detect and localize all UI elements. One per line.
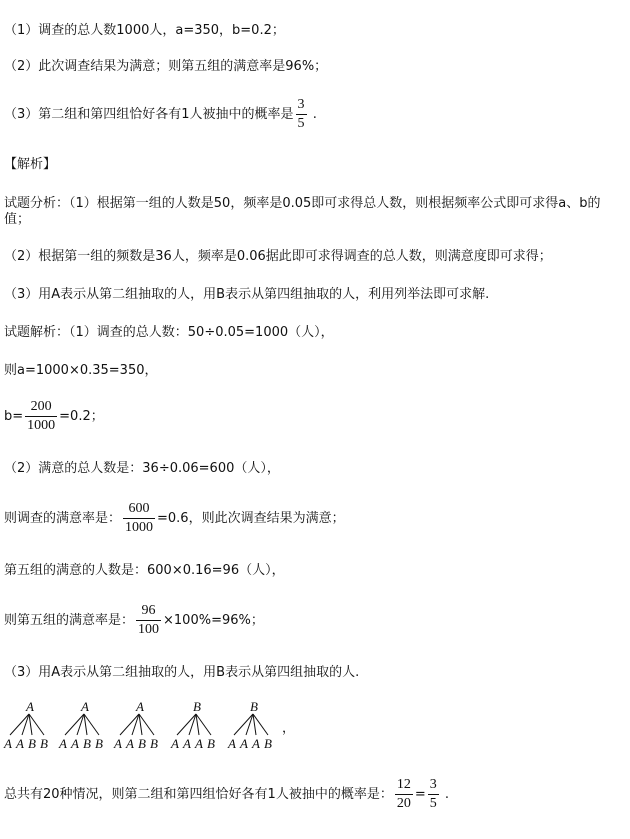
solution-line-4: （2）满意的总人数是：36÷0.06=600（人）， (4, 461, 280, 476)
b-label: b= (4, 409, 24, 424)
fraction-denominator: 1000 (125, 520, 154, 535)
solution-line-9 (4, 778, 449, 811)
fraction-numerator: 600 (128, 501, 150, 516)
tree-suffix: ， (282, 721, 296, 736)
tree-branch (65, 714, 84, 735)
tree-leaf-label: A (195, 736, 203, 751)
answer-2: （2）此次调查结果为满意；则第五组的满意率是96%； (4, 59, 328, 74)
solution-line-7 (4, 604, 264, 637)
tree-branch (177, 714, 196, 735)
tree-leaf-label: B (40, 736, 48, 751)
tree-root-label: A (26, 699, 34, 714)
tree-leaf-label: A (171, 736, 179, 751)
answer-1: （1）调查的总人数1000人，a=350，b=0.2； (4, 23, 285, 38)
tree-leaf-label: B (28, 736, 36, 751)
solution-line-3 (4, 400, 104, 433)
fraction-denominator: 5 (429, 796, 437, 811)
fraction-numerator: 3 (297, 97, 305, 112)
tree-leaf-label: A (71, 736, 79, 751)
solution-line-8: （3）用A表示从第二组抽取的人，用B表示从第四组抽取的人. (4, 665, 360, 680)
b-fraction (25, 400, 57, 433)
tree-leaf-label: B (150, 736, 158, 751)
analysis-paragraph-2: （2）根据第一组的频数是36人，频率是0.06据此即可求得调查的总人数，则满意度即可求得； (4, 249, 552, 264)
fraction-denominator: 1000 (27, 418, 56, 433)
conclusion-fraction-2 (428, 778, 439, 811)
tree-leaf-label: A (252, 736, 260, 751)
tree-root-label: A (136, 699, 144, 714)
tree-leaf-label: B (207, 736, 215, 751)
equals-sign: = (414, 787, 426, 802)
solution-line-6: 第五组的满意的人数是：600×0.16=96（人）， (4, 563, 285, 578)
tree-root-label: B (250, 699, 258, 714)
conclusion-text: 总共有20种情况，则第二组和第四组恰好各有1人被抽中的概率是： (4, 787, 393, 802)
satisfaction-result: =0.6，则此次调查结果为满意； (157, 511, 345, 526)
tree-diagram (0, 698, 630, 754)
tree-branch (234, 714, 253, 735)
conclusion-suffix: . (444, 787, 450, 802)
tree-leaf-label: B (95, 736, 103, 751)
fraction-numerator: 96 (141, 603, 156, 618)
fraction-denominator: 20 (396, 796, 411, 811)
analysis-paragraph-3: （3）用A表示从第二组抽取的人，用B表示从第四组抽取的人，利用列举法即可求解. (4, 287, 490, 302)
answer-3-text: （3）第二组和第四组恰好各有1人被抽中的概率是 (4, 107, 294, 122)
group5-fraction (136, 604, 161, 637)
tree-leaf-label: B (264, 736, 272, 751)
b-result: =0.2； (59, 409, 104, 424)
tree-leaf-label: A (240, 736, 248, 751)
tree-leaf-label: A (16, 736, 24, 751)
tree-leaf-label: A (126, 736, 134, 751)
fraction-denominator: 5 (297, 116, 305, 131)
tree-root-label: A (81, 699, 89, 714)
analysis-paragraph-1: 试题分析：（1）根据第一组的人数是50，频率是0.05即可求得总人数，则根据频率公式即可求得a、b的值； (4, 196, 601, 227)
tree-leaf-label: A (228, 736, 236, 751)
fraction-numerator: 200 (30, 399, 52, 414)
tree-leaf-label: A (114, 736, 122, 751)
satisfaction-fraction (123, 502, 155, 535)
tree-branch (10, 714, 29, 735)
tree-leaf-label: A (4, 736, 12, 751)
tree-leaf-label: A (183, 736, 191, 751)
solution-line-2: 则a=1000×0.35=350， (4, 363, 158, 378)
answer-3-fraction (296, 98, 307, 131)
tree-leaf-label: B (83, 736, 91, 751)
answer-3 (4, 98, 317, 131)
fraction-numerator: 3 (429, 777, 437, 792)
conclusion-fraction-1 (395, 778, 413, 811)
group5-result: ×100%=96%； (163, 613, 264, 628)
fraction-numerator: 12 (396, 777, 411, 792)
fraction-denominator: 100 (138, 622, 160, 637)
solution-line-5 (4, 502, 345, 535)
group5-label: 则第五组的满意率是： (4, 613, 135, 628)
tree-root-label: B (193, 699, 201, 714)
answer-3-suffix: . (312, 107, 317, 122)
section-title: 【解析】 (4, 157, 57, 172)
satisfaction-label: 则调查的满意率是： (4, 511, 122, 526)
tree-leaf-label: B (138, 736, 146, 751)
tree-branch (120, 714, 139, 735)
solution-line-1: 试题解析：（1）调查的总人数：50÷0.05=1000（人）， (4, 325, 334, 340)
tree-leaf-label: A (59, 736, 67, 751)
